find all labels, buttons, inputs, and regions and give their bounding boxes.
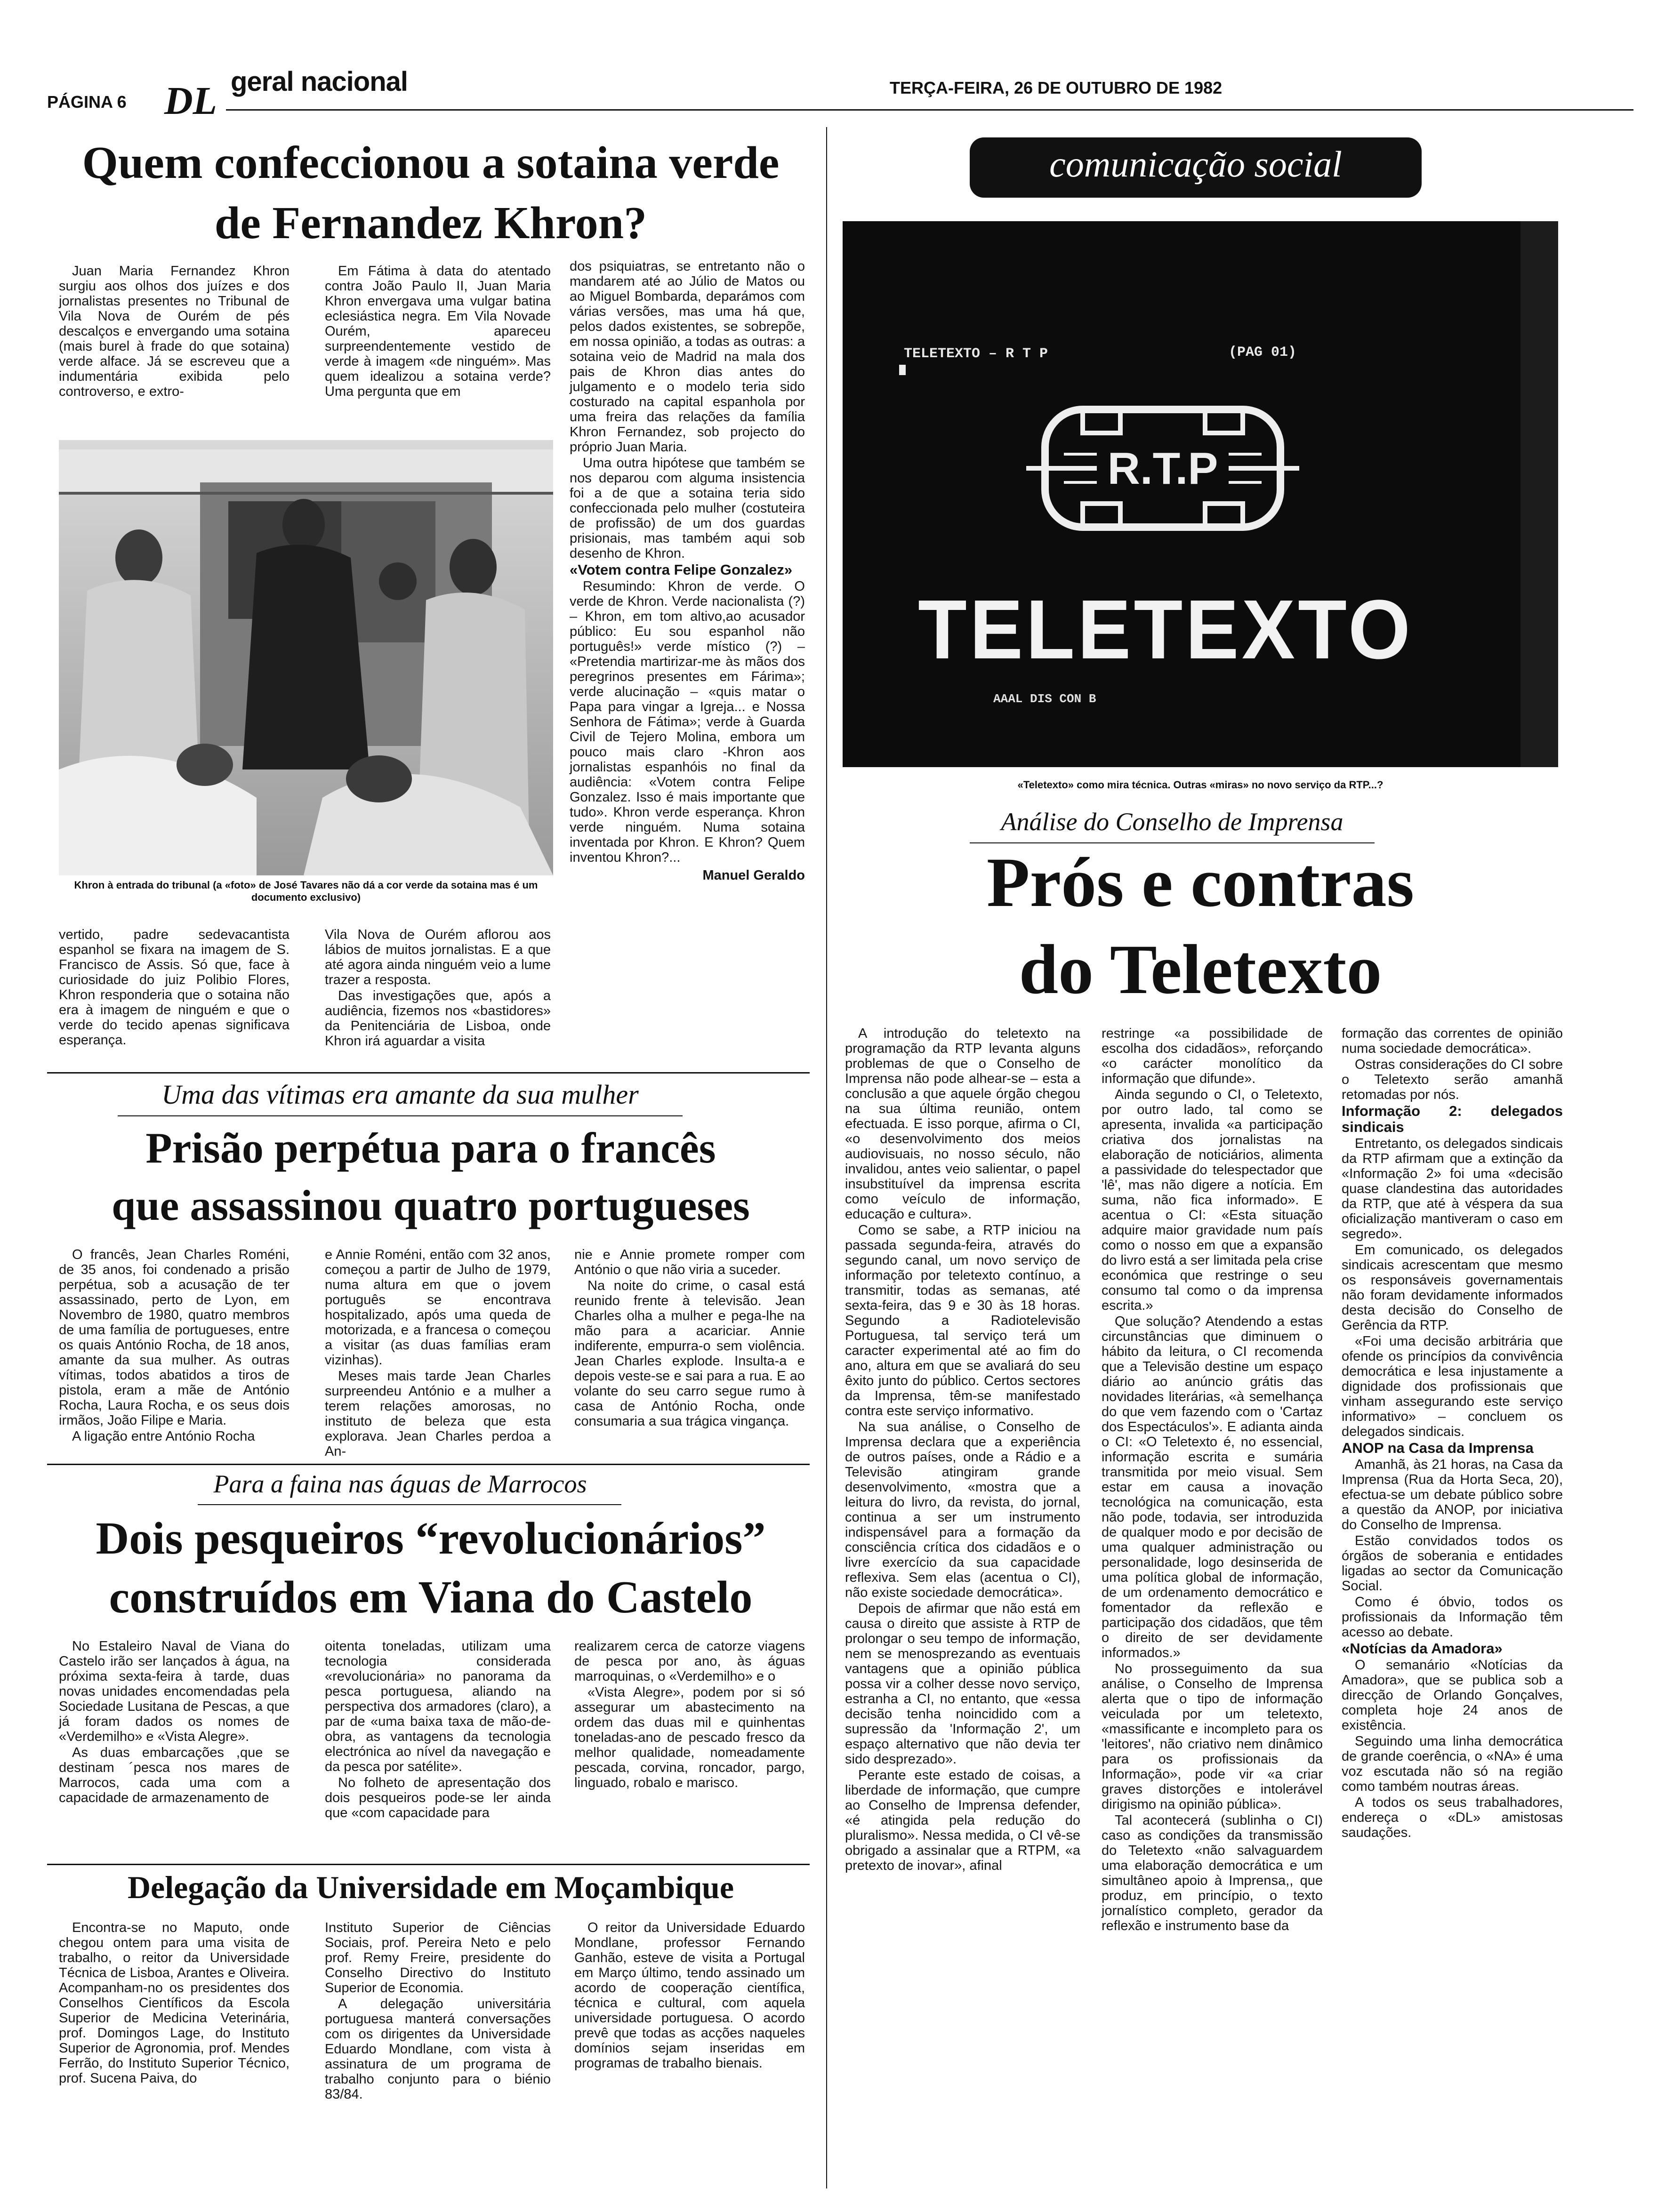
pesqueiros-bottom-rule — [47, 1864, 810, 1865]
teletexto-col-3: formação das correntes de opinião numa sociedade democrática». Ostras considerações do CI sobre o Teletexto serão amanhã retomadas por nós. Informação 2: delegados sindicais Entretanto, os delegados sindicais da RTP afirmam que a extinção da «Informação 2» foi uma «decisão quase clandestina das autoridades da RTP, que até à véspera da sua oficialização mantiveram o caso em segredo». Em comunicado, os delegados sindicais acrescentam que mesmo os responsáveis governamentais não foram devidamente informados desta decisão do Conselho de Gerência da RTP. «Foi uma decisão arbitrária que ofende os princípios da convivência democrática e lesa injustamente a dignidade dos profissionais que vinham assegurando este serviço informativo» – concluem os delegados sindicais. ANOP na Casa da Imprensa Amanhã, às 21 horas, na Casa da Imprensa (Rua da Horta Seca, 20), efectua-se um debate público sobre a questão da ANOP, por iniciativa do Conselho de Imprensa. Estão convidados todos os órgãos de soberania e entidades ligadas ao sector da Comunicação Social. Como é óbvio, todos os profissionais da Informação têm acesso ao debate. «Notícias da Amadora» O semanário «Notícias da Amadora», que se publica sob a direcção de Orlando Gonçalves, completa hoje 24 anos de existência. Seguindo uma linha democrática de grande coerência, o «NA» é uma voz escutada não só na região como também noutras áreas. A todos os seus trabalhadores, endereça o «DL» amistosas saudações. — [1342, 1026, 1563, 1840]
pesqueiros-col-1: No Estaleiro Naval de Viana do Castelo irão ser lançados à água, na próxima sexta-feira à tarde, duas novas unidades encomendadas pela Sociedade Lusitana de Pescas, a que já foram dados os nomes de «Verdemilho» e «Vista Alegre». As duas embarcações ,que se destinam ´pesca nos mares de Marrocos, cada uma com a capacidade de armazenamento de — [59, 1639, 290, 1805]
teletexto-kicker: Análise do Conselho de Imprensa — [1001, 808, 1343, 836]
teletexto-col-1: A introdução do teletexto na programação da RTP levanta alguns problemas de que o Conselho de Imprensa não pode alhear-se – esta a conclusão a que aquele órgão chegou na sua última reunião, ontem efectuada. E isso porque, afirma o CI, «o desenvolvimento dos meios audiovisuais, no nosso século, não invalidou, antes veio salientar, o papel insubstituível da imprensa escrita como veículo de informação, educação e cultura». Como se sabe, a RTP iniciou na passada segunda-feira, através do segundo canal, um novo serviço de informação por teletexto contínuo, a transmitir, todas as semanas, até sexta-feira, das 9 e 30 às 18 horas. Segundo a Radiotelevisão Portuguesa, tal serviço terá um caracter experimental até ao fim do ano, altura em que se avaliará do seu êxito junto do público. Certos sectores da Imprensa, têm-se manifestado contra este serviço informativo. Na sua análise, o Conselho de Imprensa declara que a experiência de outros países, onde a Rádio e a Televisão atingiram grande desenvolvimento, «mostra que a leitura do livro, da revista, do jornal, continua a ser um instrumento indispensável para a formação da consciência crítica dos cidadãos e o livre exercício da sua capacidade reflexiva. Sem elas (acentua o CI), não existe sociedade democrática». Depois de afirmar que não está em causa o direito que assiste à RTP de prolongar o seu tempo de informação, nem se menosprezando as eventuais vantagens que a opinião pública possa vir a colher desse novo serviço, estranha a CI, no entanto, que «essa decisão tenha noincidido com a supressão da 'Informação 2', um espaço alternativo que não devia ter sido desprezado». Perante este estado de coisas, a liberdade de informação, que cumpre ao Conselho de Imprensa defender, «é atingida pela redução do pluralismo». Nessa medida, o CI vê-se obrigado a assinalar que a RTPM, «a pretexto de inovar», afinal — [845, 1026, 1080, 1873]
khron-col-1: Juan Maria Fernandez Khron surgiu aos olhos dos juízes e dos jornalistas presentes no Tribunal de Vila Nova de Ourém de pés descalços e envergando uma sotaina (mais burel à frade do que sotaina) verde alface. Já se escreveu que a indumentária exibida pelo controverso, e extro- — [59, 264, 290, 399]
frances-headline-1: Prisão perpétua para o francês — [145, 1124, 716, 1172]
frances-kicker-rule — [118, 1115, 683, 1116]
rtp-screen-logo — [1026, 400, 1299, 537]
screen-header-left: TELETEXTO – R T P — [904, 346, 1048, 362]
teletexto-subhead-amadora: «Notícias da Amadora» — [1342, 1640, 1503, 1657]
banner-title: comunicação social — [1049, 144, 1342, 184]
khron-headline-1: Quem confeccionou a sotaina verde — [82, 137, 780, 188]
rtp-logo-text: R.T.P — [1107, 443, 1218, 494]
khron-bottom-rule — [47, 1072, 810, 1074]
pesqueiros-kicker-rule — [198, 1504, 621, 1505]
teletexto-subhead-informacao2: Informação 2: delegados sindicais — [1342, 1103, 1563, 1135]
page-label: PÁGINA 6 — [47, 92, 127, 112]
teletexto-screen-photo — [843, 221, 1558, 767]
universidade-col-1: Encontra-se no Maputo, onde chegou ontem para uma visita de trabalho, o reitor da Universidade Técnica de Lisboa, Arantes e Oliveira. Acompanham-no os presidentes dos Conselhos Científicos da Escola Superior de Medicina Veterinária, prof. Domingos Lage, do Instituto Superior de Agronomia, prof. Mendes Ferrão, do Instituto Superior Técnico, prof. Sucena Paiva, do — [59, 1920, 290, 2086]
pesqueiros-col-2: oitenta toneladas, utilizam uma tecnologia considerada «revolucionária» no panorama da pesca portuguesa, aliando na perspectiva dos armadores (claro), a par de «uma baixa taxa de mão-de-obra, as vantagens da tecnologia electrónica ao nível da navegação e da pesca por satélite». No folheto de apresentação dos dois pesqueiros pode-se ler ainda que «com capacidade para — [325, 1639, 551, 1820]
screen-footer: AAAL DIS CON B — [993, 692, 1096, 706]
section-title: geral nacional — [231, 66, 408, 97]
comunicacao-social-banner — [970, 137, 1422, 198]
teletexto-col-2: restringe «a possibilidade de escolha dos cidadãos», reforçando «o carácter monolítico da informação que difunde». Ainda segundo o CI, o Teletexto, por outro lado, tal como se apresenta, invalida «a participação criativa dos jornalistas na elaboração de noticiários, alimenta a passividade do telespectador que 'lê', mas não digere a notícia. Em suma, não fica informado». E acentua o CI: «Esta situação adquire maior gravidade num país como o nosso em que a expansão do livro está a ser limitada pela crise económica que restringe o seu consumo tal como o da imprensa escrita.» Que solução? Atendendo a estas circunstâncias que diminuem o hábito da leitura, o CI recomenda que a Televisão destine um espaço diário ao anúncio grátis das novidades literárias, «à semelhança do que vem fazendo com o 'Cartaz dos Espectáculos'». E adianta ainda o CI: «O Teletexto é, no essencial, informação escrita e sumária transmitida por meio visual. Sem estar em causa a inovação tecnológica na comunicação, esta não pode, todavia, ser introduzida de qualquer modo e por decisão de uma qualquer administração ou personalidade, logo desinserida de uma política global de informação, de um ordenamento democrático e fomentador da reflexão e participação dos cidadãos, que têm o direito de ser devidamente informados.» No prosseguimento da sua análise, o Conselho de Imprensa alerta que o tipo de informação veiculada por um teletexto, «massificante e incompleto para os 'leitores', não criativo nem dinâmico para os profissionais da Informação», pode vir «a criar graves distorções e intolerável dirigismo na opinião pública». Tal acontecerá (sublinha o CI) caso as condições da transmissão do Teletexto «não salvaguardem uma elaboração democrática e um simultâneo apoio à Imprensa,, que produz, em princípio, o texto jornalístico completo, gerador da reflexão e instrumento base da — [1102, 1026, 1323, 1933]
screen-title: TELETEXTO — [918, 583, 1414, 677]
frances-col-3: nie e Annie promete romper com António o que não viria a suceder. Na noite do crime, o casal está reunido frente à televisão. Jean Charles olha a mulher e pega-lhe na mão para a acariciar. Annie indiferente, empurra-o sem violência. Jean Charles explode. Insulta-a e depois veste-se e sai para a rua. E ao volante do seu carro segue rumo à casa de António Rocha, onde consumaria a sua trágica vingança. — [574, 1247, 805, 1429]
khron-byline: Manuel Geraldo — [702, 868, 805, 883]
pesqueiros-headline-1: Dois pesqueiros “revolucionários” — [96, 1513, 766, 1564]
left-right-divider — [826, 127, 827, 2188]
pesqueiros-headline-2: construídos em Viana do Castelo — [109, 1572, 753, 1623]
frances-headline-2: que assassinou quatro portugueses — [112, 1181, 750, 1229]
dl-logo — [158, 79, 224, 122]
screen-cursor — [899, 365, 906, 375]
khron-subhead: «Votem contra Felipe Gonzalez» — [570, 561, 793, 578]
masthead — [0, 0, 1657, 122]
teletexto-subhead-anop: ANOP na Casa da Imprensa — [1342, 1440, 1534, 1456]
frances-col-2: e Annie Roméni, então com 32 anos, começou a partir de Julho de 1979, numa altura em que o jovem português se encontrava hospitalizado, após uma queda de motorizada, e a francesa o começou a visitar (as duas famílias eram vizinhas). Meses mais tarde Jean Charles surpreendeu António e a mulher a terem relações amorosas, no instituto de beleza que esta explorava. Jean Charles perdoa a An- — [325, 1247, 551, 1459]
logo-text: DL — [164, 79, 217, 122]
teletexto-photo-caption: «Teletexto» como mira técnica. Outras «miras» no novo serviço da RTP...? — [1017, 779, 1384, 791]
teletexto-headline-1: Prós e contras — [986, 843, 1415, 922]
universidade-col-2: Instituto Superior de Ciências Sociais, prof. Pereira Neto e pelo prof. Remy Freire, presidente do Conselho Directivo do Instituto Superior de Economia. A delegação universitária portuguesa manterá conversações com os dirigentes da Universidade Eduardo Mondlane, com vista à assinatura de um programa de trabalho conjunto para o biénio 83/84. — [325, 1920, 551, 2102]
pesqueiros-kicker: Para a faina nas águas de Marrocos — [213, 1470, 587, 1498]
khron-tribunal-photo — [59, 440, 553, 875]
khron-col-2: Em Fátima à data do atentado contra João Paulo II, Juan Maria Khron envergava uma vulgar batina eclesiástica negra. Em Vila Novade Ourém, apareceu surpreendentemente vestido de verde à imagem «de ninguém». Mas quem idealizou a sotaina verde? Uma pergunta que em — [325, 264, 551, 399]
frances-kicker: Uma das vítimas era amante da sua mulher — [161, 1079, 639, 1110]
pesqueiros-col-3: realizarem cerca de catorze viagens de pesca por ano, às águas marroquinas, o «Verdemilho» e o «Vista Alegre», podem por si só assegurar um abastecimento na ordem das duas mil e quinhentas toneladas-ano de pescado fresco da melhor qualidade, nomeadamente pescada, corvina, roncador, pargo, linguado, robalo e marisco. — [574, 1639, 805, 1790]
khron-col-1b: vertido, padre sedevacantista espanhol se fixara na imagem de S. Francisco de Assis. Só que, face à curiosidade do juiz Polibio Flores, Khron responderia que o sotaina não era à imagem de ninguém e que o verde do tecido apenas significava esperança. — [59, 927, 290, 1048]
khron-headline-2: de Fernandez Khron? — [214, 198, 647, 248]
teletexto-headline-2: do Teletexto — [1019, 930, 1382, 1009]
masthead-rule — [226, 109, 1633, 111]
universidade-headline: Delegação da Universidade em Moçambique — [127, 1869, 734, 1905]
issue-date: TERÇA-FEIRA, 26 DE OUTUBRO DE 1982 — [890, 78, 1223, 97]
screen-right-edge — [1520, 221, 1558, 767]
screen-header-right: (PAG 01) — [1229, 345, 1297, 361]
frances-bottom-rule — [47, 1464, 810, 1465]
frances-col-1: O francês, Jean Charles Roméni, de 35 anos, foi condenado a prisão perpétua, sob a acusação de ter assassinado, perto de Lyon, em Novembro de 1980, quatro membros de uma família de portugueses, entre os quais António Rocha, de 18 anos, amante da sua mulher. As outras vítimas, todos abatidos a tiros de pistola, eram a mãe de António Rocha, Laura Rocha, e os seus dois irmãos, João Filipe e Maria. A ligação entre António Rocha — [59, 1247, 290, 1444]
khron-photo-caption: Khron à entrada do tribunal (a «foto» de José Tavares não dá a cor verde da sotaina mas é um documento exclusivo) — [74, 879, 538, 903]
khron-col-2b: Vila Nova de Ourém aflorou aos lábios de muitos jornalistas. E a que até agora ainda ninguém veio a lume trazer a resposta. Das investigações que, após a audiência, fizemos nos «bastidores» da Penitenciária de Lisboa, onde Khron irá aguardar a visita — [325, 927, 551, 1049]
khron-col-3: dos psiquiatras, se entretanto não o mandarem até ao Júlio de Matos ou ao Miguel Bombarda, deparámos com várias versões, mas uma há que, pelos dados existentes, se sobrepõe, em nossa opinião, a todas as outras: a sotaina veio de Madrid na mala dos pais de Khron dias antes do julgamento e o modelo teria sido costurado na capital espanhola por uma freira das relações da família Khron Fernandez, sob projecto do próprio Juan Maria. Uma outra hipótese que também se nos deparou com alguma insistencia foi a de que a sotaina teria sido confeccionada pelo mulher (costuteira de profissão) de um dos guardas prisionais, mas também aqui sob desenho de Khron. «Votem contra Felipe Gonzalez» Resumindo: Khron de verde. O verde de Khron. Verde nacionalista (?) – Khron, em tom altivo,ao acusador público: Eu sou espanhol não português!» verde místico (?) – «Pretendia martirizar-me às mãos dos peregrinos presentes em Fárima»; verde alucinação – «quis matar o Papa para vingar a Igreja... e Nossa Senhora de Fátima»; verde à Guarda Civil de Tejero Molina, embora um pouco mais claro -Khron aos jornalistas espanhóis no final da audiência: «Votem contra Felipe Gonzalez. Isso é mais importante que tudo». Khron verde esperança. Khron verde ninguém. Numa sotaina inventada por Khron. E Khron? Quem inventou Khron?... Manuel Geraldo — [570, 259, 805, 883]
universidade-col-3: O reitor da Universidade Eduardo Mondlane, professor Fernando Ganhão, esteve de visita a Portugal em Março último, tendo assinado um acordo de cooperação científica, técnica e cultural, com aquela universidade portuguesa. O acordo prevê que todas as acções naqueles domínios sejam inseridas em programas de trabalho bienais. — [574, 1920, 805, 2071]
